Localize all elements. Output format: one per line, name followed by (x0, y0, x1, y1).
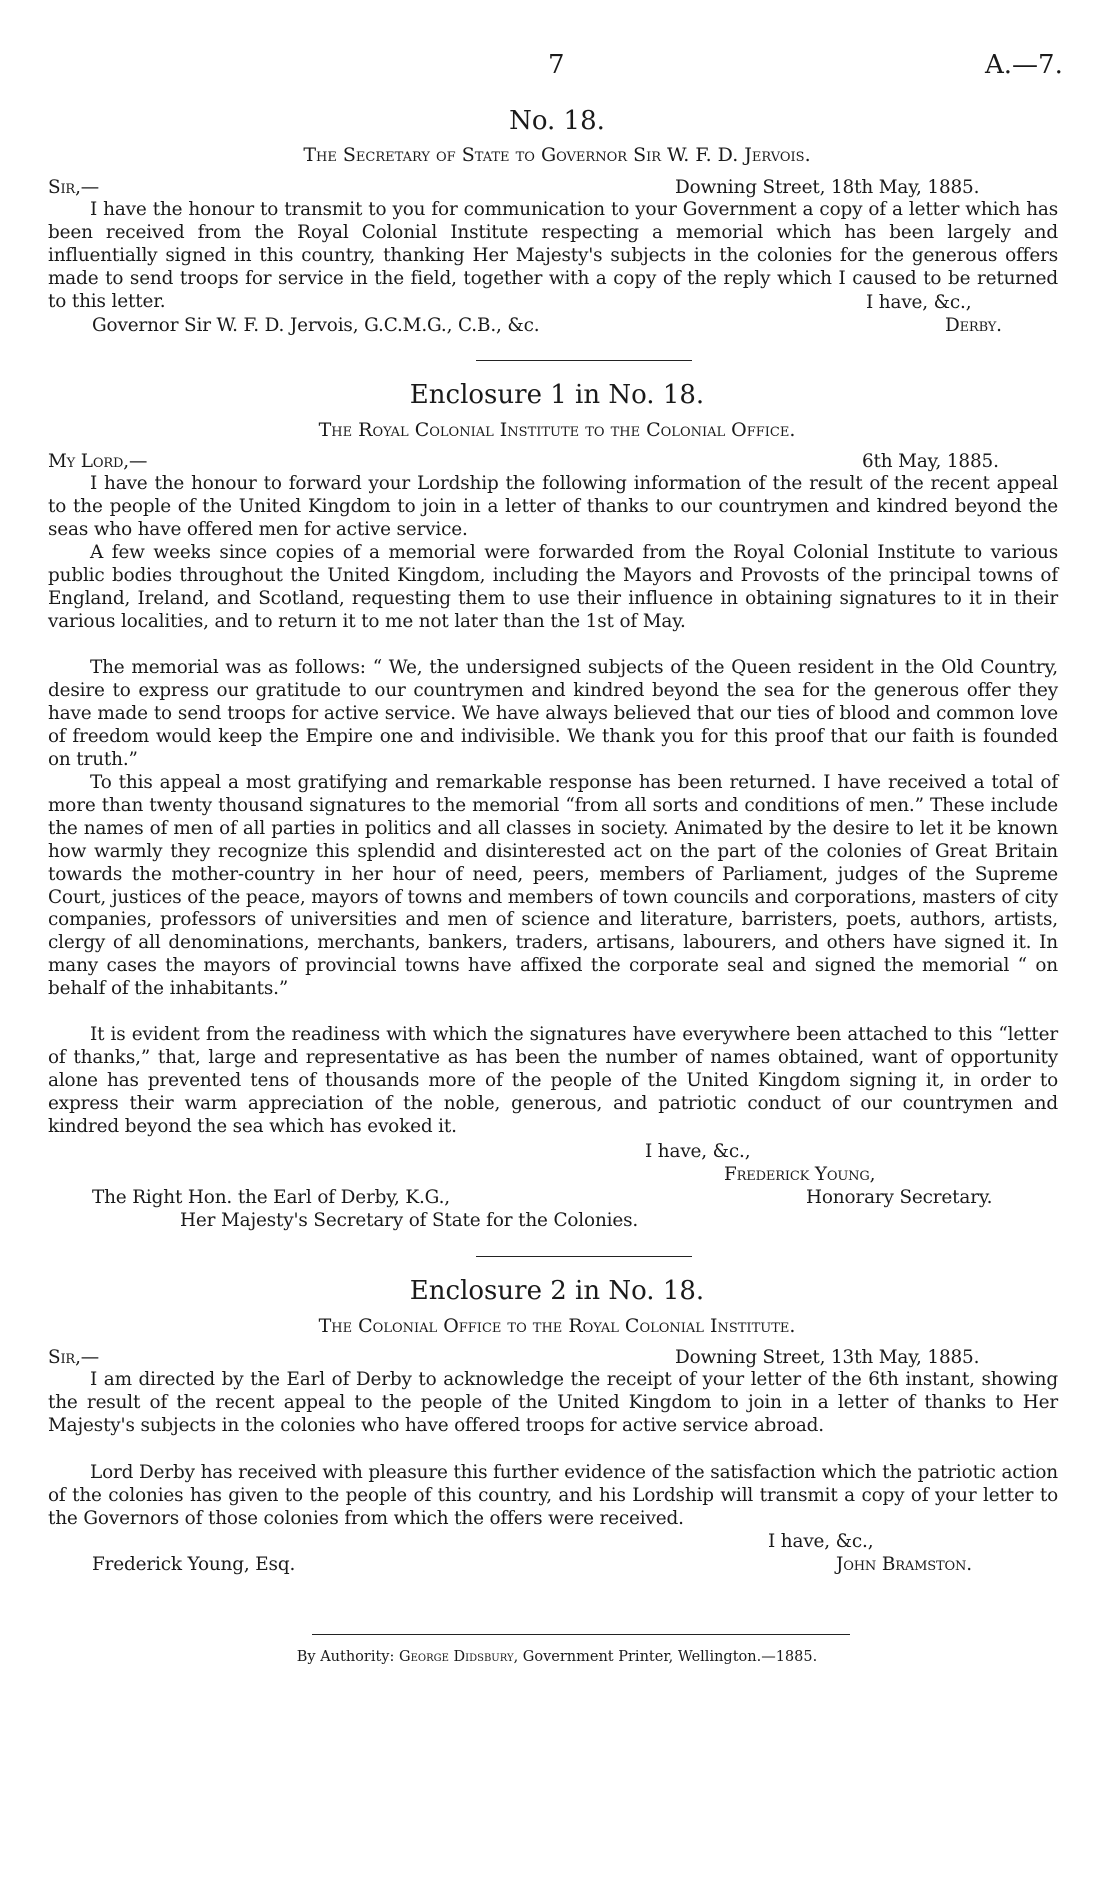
signature-enclosure1: Frederick Young, (724, 1164, 876, 1185)
addressee-enclosure1-line2: Her Majesty's Secretary of State for the Colonies. (180, 1210, 639, 1231)
paragraph-enclosure1-2: A few weeks since copies of a memorial were forwarded from the Royal Colonial Institute to various public bodies throughout the United Kingdom, including the Mayors and Provosts of the principal towns of England, Ireland, and Scotland, requesting them to use their influence in obtaining signatures to it in their various localities, and to return it to me not later than the 1st of May. (48, 542, 1058, 632)
paragraph-enclosure1-4: To this appeal a most gratifying and remarkable response has been returned. I have received a total of more than twenty thousand signatures to the memorial “from all sorts and conditions of men.” These include the names of men of all parties in politics and all classes in society. Animated by the desire to let it be known how warmly they recognize this splendid and disinterested act on the part of the colonies of Great Britain towards the mother-country in her hour of need, peers, members of Parliament, judges of the Supreme Court, justices of the peace, mayors of towns and members of town councils and corporations, masters of city companies, professors of universities and men of science and literature, barristers, poets, authors, artists, clergy of all denominations, merchants, bankers, traders, artisans, labourers, and others have signed it. In many cases the mayors of provincial towns have affixed the corporate seal and signed the memorial “ on behalf of the inhabitants.” (48, 772, 1058, 1000)
printer-name: George Didsbury (399, 1649, 514, 1665)
salutation-no18: Sir,— (48, 177, 100, 198)
page-number: 7 (548, 50, 565, 80)
closing-no18: I have, &c., (866, 292, 972, 313)
place-date-no18: Downing Street, 18th May, 1885. (675, 177, 980, 198)
signature-no18: Derby. (945, 315, 1002, 336)
paragraph-enclosure2-2: Lord Derby has received with pleasure this further evidence of the satisfaction which the patriotic action of the colonies has given to the people of this country, and his Lordship will transmit a copy of your letter to the Governors of those colonies from which the offers were received. (48, 1462, 1058, 1529)
salutation-enclosure2: Sir,— (48, 1347, 100, 1368)
signature-enclosure2: John Bramston. (836, 1554, 972, 1575)
section-title-enclosure2: Enclosure 2 in No. 18. (409, 1276, 705, 1306)
closing-enclosure1: I have, &c., (645, 1141, 751, 1162)
addressee-enclosure1-line1: The Right Hon. the Earl of Derby, K.G., (92, 1187, 450, 1208)
place-date-enclosure2: Downing Street, 13th May, 1885. (675, 1347, 980, 1368)
printer-imprint (0, 1649, 1114, 1665)
document-reference: A.—7. (985, 50, 1063, 80)
section-subtitle-enclosure2: The Colonial Office to the Royal Colonial Institute. (318, 1315, 796, 1337)
addressee-enclosure2: Frederick Young, Esq. (92, 1554, 296, 1575)
paragraph-enclosure1-1: I have the honour to forward your Lordship the following information of the result of the recent appeal to the people of the United Kingdom to join in a letter of thanks to our countrymen and kindred beyond the seas who have offered men for active service. (48, 473, 1058, 540)
addressee-no18: Governor Sir W. F. D. Jervois, G.C.M.G., C.B., &c. (92, 315, 540, 336)
closing-enclosure2: I have, &c., (768, 1531, 874, 1552)
section-divider (476, 1256, 692, 1257)
section-subtitle-enclosure1: The Royal Colonial Institute to the Colonial Office. (318, 419, 796, 441)
imprint-suffix: , Government Printer, Wellington.—1885. (513, 1649, 818, 1665)
salutation-enclosure1: My Lord,— (48, 451, 148, 472)
footer-divider (312, 1634, 850, 1635)
paragraph-enclosure1-3: The memorial was as follows: “ We, the undersigned subjects of the Queen resident in the Old Country, desire to express our gratitude to our countrymen and kindred beyond the sea for the generous offer they have made to send troops for active service. We have always believed that our ties of blood and common love of freedom would keep the Empire one and indivisible. We thank you for this proof that our faith is founded on truth.” (48, 657, 1058, 770)
section-divider (476, 360, 692, 361)
body-paragraph-no18: I have the honour to transmit to you for communication to your Government a copy of a letter which has been received from the Royal Colonial Institute respecting a memorial which has been largely and influentially signed in this country, thanking Her Majesty's subjects in the colonies for the generous offers made to send troops for service in the field, together with a copy of the reply which I caused to be returned to this letter. (48, 199, 1058, 312)
signature-title-enclosure1: Honorary Secretary. (806, 1187, 993, 1208)
paragraph-enclosure2-1: I am directed by the Earl of Derby to acknowledge the receipt of your letter of the 6th instant, showing the result of the recent appeal to the people of the United Kingdom to join in a letter of thanks to Her Majesty's subjects in the colonies who have offered troops for active service abroad. (48, 1369, 1058, 1436)
section-title-enclosure1: Enclosure 1 in No. 18. (409, 380, 705, 410)
imprint-prefix: By Authority: (296, 1649, 399, 1665)
date-enclosure1: 6th May, 1885. (862, 451, 999, 472)
section-subtitle-no18: The Secretary of State to Governor Sir W. F. D. Jervois. (303, 144, 811, 166)
paragraph-enclosure1-5: It is evident from the readiness with which the signatures have everywhere been attached to this “letter of thanks,” that, large and representative as has been the number of names obtained, want of opportunity alone has prevented tens of thousands more of the people of the United Kingdom signing it, in order to express their warm appreciation of the noble, generous, and patriotic conduct of our countrymen and kindred beyond the sea which has evoked it. (48, 1024, 1058, 1137)
section-title-no18: No. 18. (509, 106, 605, 136)
